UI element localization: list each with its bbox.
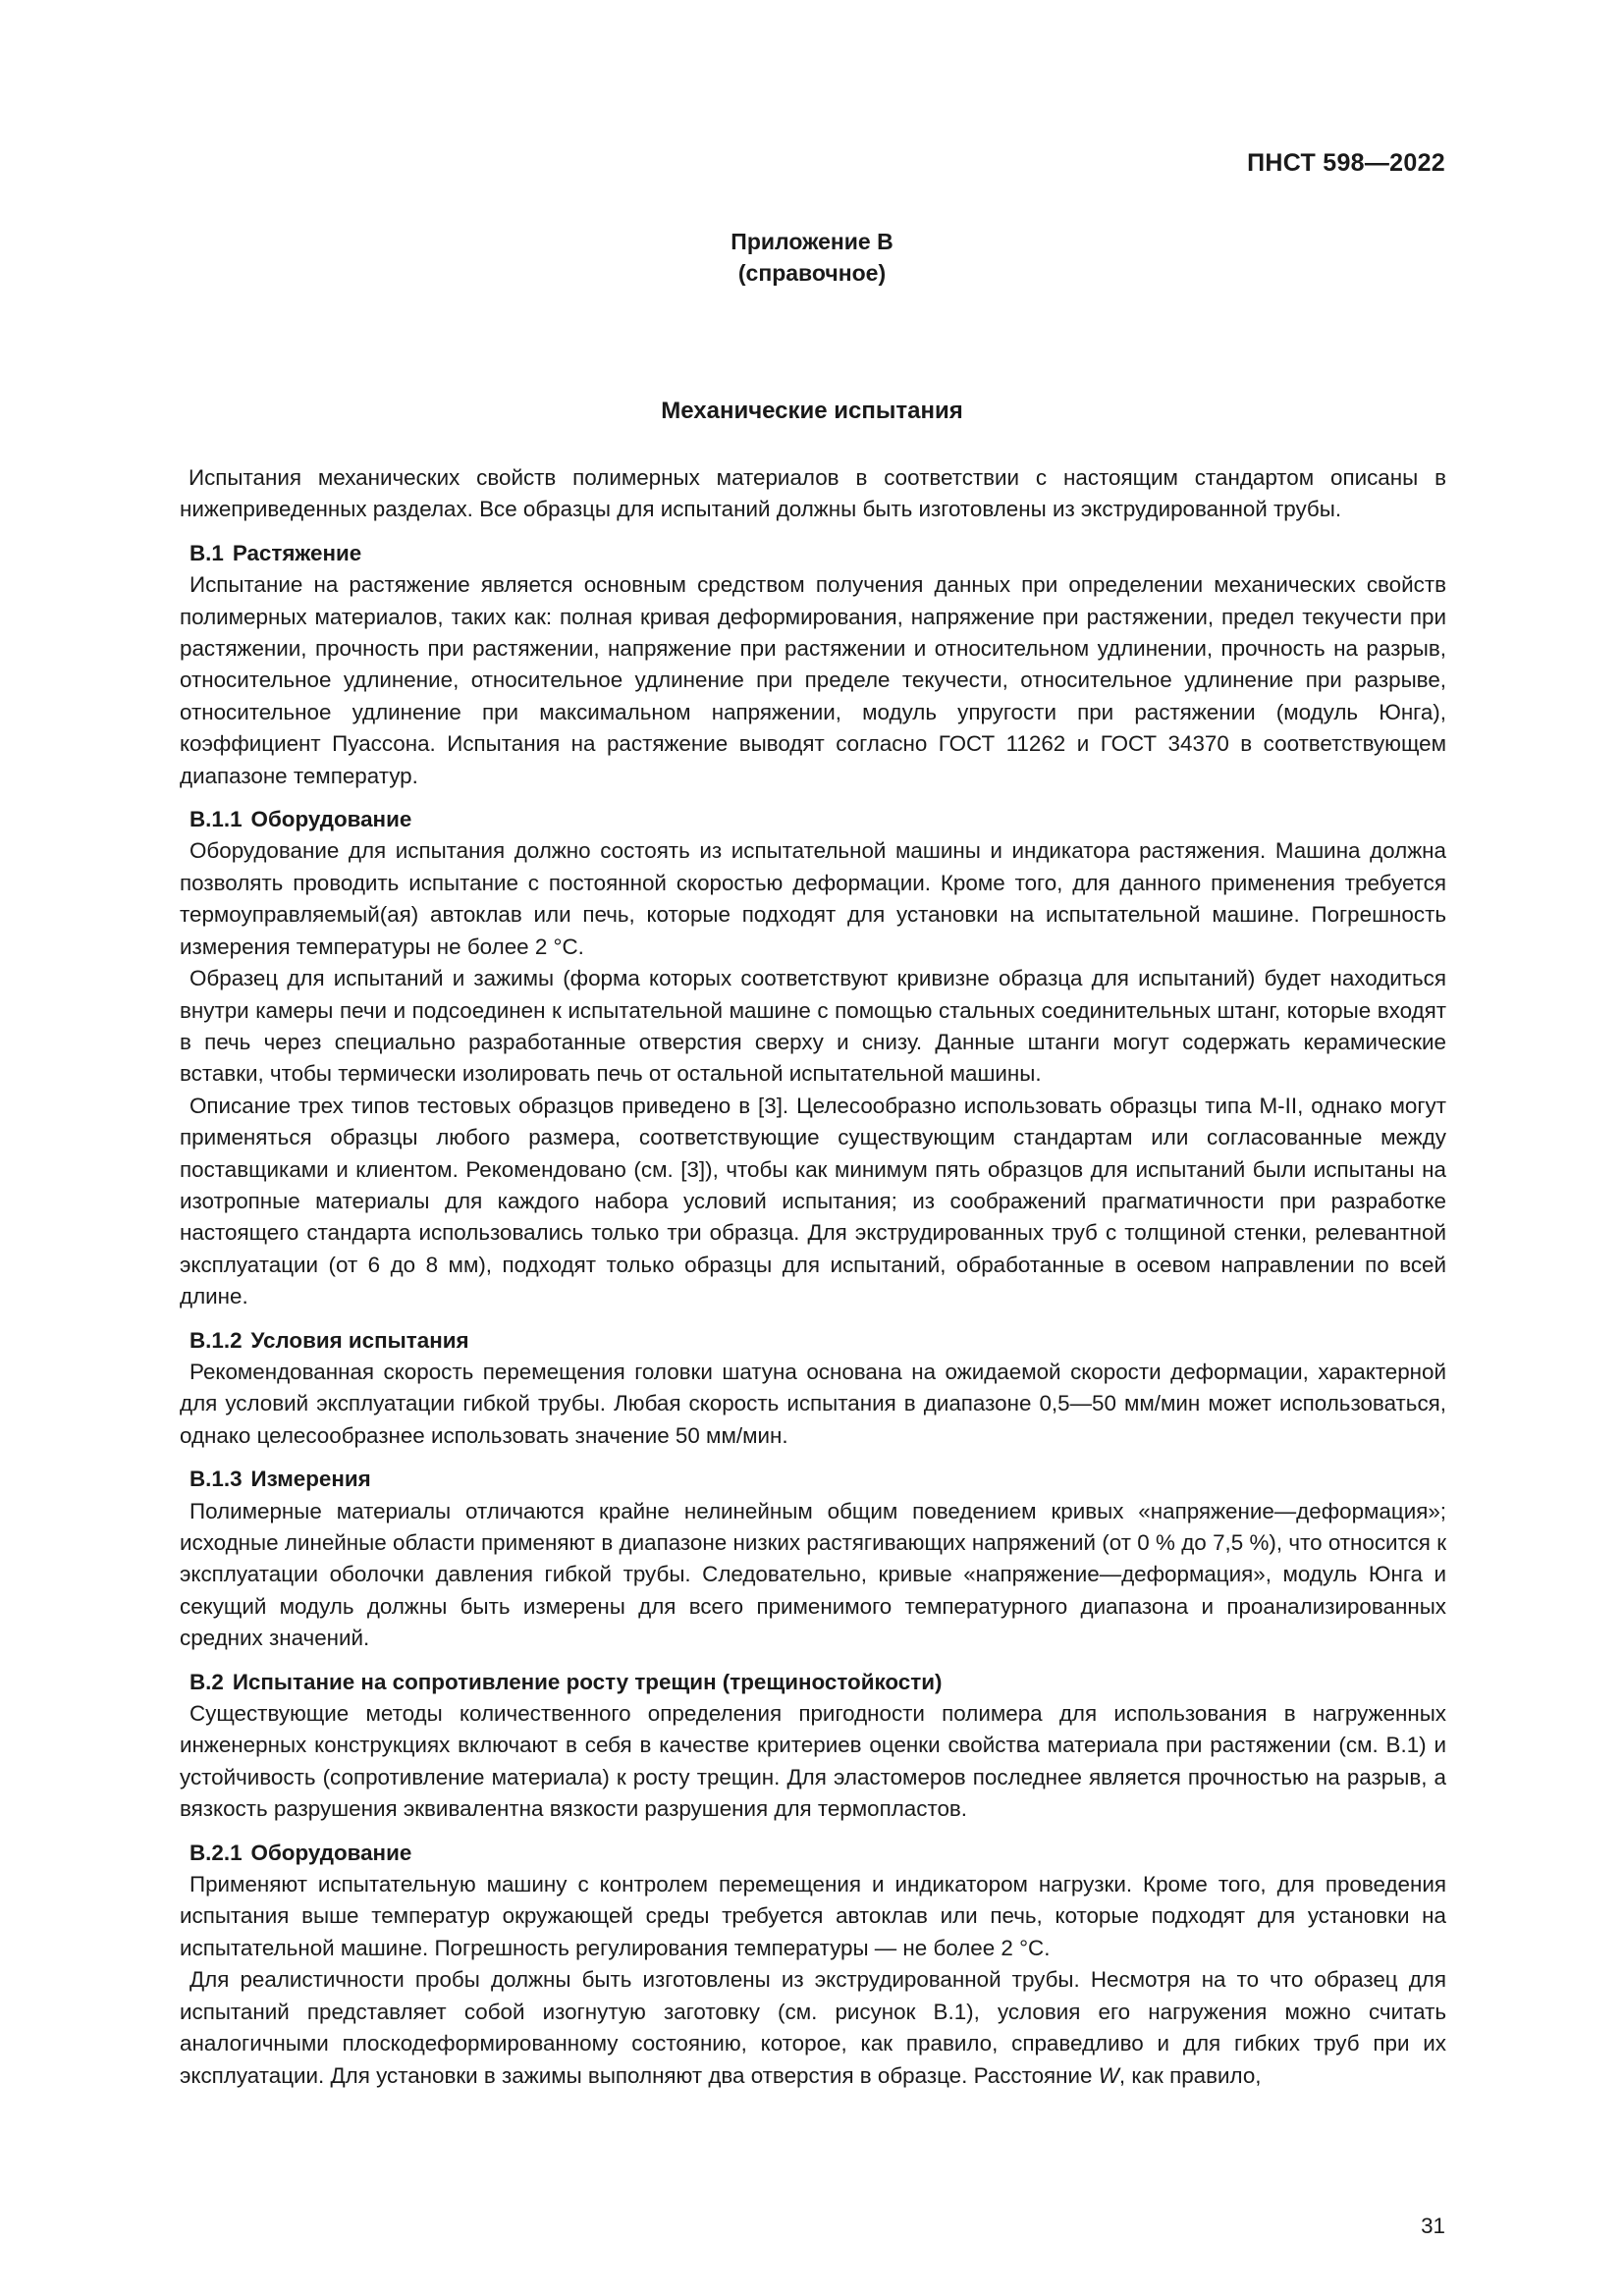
heading-b2-number: В.2 <box>189 1669 224 1694</box>
heading-b12 <box>180 1325 1446 1357</box>
variable-w: W <box>1098 2062 1119 2088</box>
appendix-heading <box>0 226 1624 289</box>
heading-b2-title: Испытание на сопротивление росту трещин (трещиностойкости) <box>232 1669 943 1694</box>
heading-b1 <box>180 538 1446 569</box>
b2-paragraph: Существующие методы количественного определения пригодности полимера для использования в нагруженных инженерных конструкциях включают в себя в качестве критериев оценки свойства материала при растяжении (см. В.1) и устойчивость (сопротивление материала) к росту трещин. Для эластомеров последнее является прочностью на разрыв, а вязкость разрушения эквивалентна вязкости разрушения для термопластов. <box>180 1701 1446 1822</box>
heading-b1-title: Растяжение <box>232 540 362 565</box>
heading-b13-number: В.1.3 <box>189 1467 243 1492</box>
heading-b11 <box>180 804 1446 835</box>
heading-b21-number: В.2.1 <box>189 1840 243 1865</box>
heading-b11-title: Оборудование <box>250 807 412 832</box>
page-number: 31 <box>1421 2214 1445 2238</box>
b21-paragraph-2-end: , как правило, <box>1118 2062 1262 2088</box>
b12-paragraph: Рекомендованная скорость перемещения головки шатуна основана на ожидаемой скорости деформации, характерной для условий эксплуатации гибкой трубы. Любая скорость испытания в диапазоне 0,5—50 мм/мин может использоваться, однако целесообразнее использовать значение 50 мм/мин. <box>180 1359 1446 1448</box>
appendix-title: Приложение В <box>731 229 893 254</box>
document-id: ПНСТ 598—2022 <box>1247 149 1445 177</box>
b11-paragraph-2: Образец для испытаний и зажимы (форма которых соответствуют кривизне образца для испытаний) будет находиться внутри камеры печи и подсоединен к испытательной машине с помощью стальных соединительных штанг, которые входят в печь через специально разработанные отверстия сверху и снизу. Данные штанги могут содержать керамические вставки, чтобы термически изолировать печь от остальной испытательной машины. <box>180 966 1446 1087</box>
b1-paragraph: Испытание на растяжение является основным средством получения данных при определении механических свойств полимерных материалов, таких как: полная кривая деформирования, напряжение при растяжении, предел текучести при растяжении, прочность при растяжении, напряжение при растяжении и относительном удлинении, прочность на разрыв, относительное удлинение, относительное удлинение при пределе текучести, относительное удлинение при разрыве, относительное удлинение при максимальном напряжении, модуль упругости при растяжении (модуль Юнга), коэффициент Пуассона. Испытания на растяжение выводят согласно ГОСТ 11262 и ГОСТ 34370 в соответствующем диапазоне температур. <box>180 572 1446 788</box>
heading-b1-number: В.1 <box>189 540 224 565</box>
b11-paragraph-3: Описание трех типов тестовых образцов приведено в [3]. Целесообразно использовать образцы типа М-II, однако могут применяться образцы любого размера, соответствующие существующим стандартам или согласованные между поставщиками и клиентом. Рекомендовано (см. [3]), чтобы как минимум пять образцов для испытаний были испытаны на изотропные материалы для каждого набора условий испытания; из соображений прагматичности при разработке настоящего стандарта использовались только три образца. Для экструдированных труб с толщиной стенки, релевантной эксплуатации (от 6 до 8 мм), подходят только образцы для испытаний, обработанные в осевом направлении по всей длине. <box>180 1093 1446 1309</box>
intro-text: Испытания механических свойств полимерных материалов в соответствии с настоящим стандартом описаны в нижеприведенных разделах. Все образцы для испытаний должны быть изготовлены из экструдированной трубы. <box>180 465 1446 522</box>
heading-b2 <box>180 1667 1446 1698</box>
heading-b21 <box>180 1838 1446 1869</box>
b21-paragraph-2-start: Для реалистичности пробы должны быть изготовлены из экструдированной трубы. Несмотря на то что образец для испытаний представляет собой изогнутую заготовку (см. рисунок В.1), условия его нагружения можно считать аналогичными плоскодеформированному состоянию, которое, как правило, справедливо и для гибких труб при их эксплуатации. Для установки в зажимы выполняют два отверстия в образце. Расстояние <box>180 1967 1446 2088</box>
document-body <box>180 462 1446 2092</box>
heading-b12-number: В.1.2 <box>189 1327 243 1353</box>
b11-paragraph-1: Оборудование для испытания должно состоять из испытательной машины и индикатора растяжения. Машина должна позволять проводить испытание с постоянной скоростью деформации. Кроме того, для данного применения требуется термоуправляемый(ая) автоклав или печь, которые подходят для установки на испытательной машине. Погрешность измерения температуры не более 2 °С. <box>180 838 1446 959</box>
b21-paragraph-2 <box>180 1964 1446 2092</box>
heading-b11-number: В.1.1 <box>189 807 243 832</box>
intro-paragraph <box>180 462 1446 526</box>
heading-b13 <box>180 1464 1446 1495</box>
b21-paragraph-1: Применяют испытательную машину с контролем перемещения и индикатором нагрузки. Кроме того, для проведения испытания выше температур окружающей среды требуется автоклав или печь, которые подходят для установки на испытательной машине. Погрешность регулирования температуры — не более 2 °С. <box>180 1872 1446 1960</box>
heading-b21-title: Оборудование <box>250 1840 412 1865</box>
appendix-type: (справочное) <box>737 260 887 286</box>
b13-paragraph: Полимерные материалы отличаются крайне нелинейным общим поведением кривых «напряжение—деформация»; исходные линейные области применяют в диапазоне низких растягивающих напряжений (от 0 % до 7,5 %), что относится к эксплуатации оболочки давления гибкой трубы. Следовательно, кривые «напряжение—деформация», модуль Юнга и секущий модуль должны быть измерены для всего применимого температурного диапазона и проанализированных средних значений. <box>180 1498 1446 1651</box>
section-title: Механические испытания <box>661 398 963 424</box>
heading-b12-title: Условия испытания <box>250 1327 469 1353</box>
heading-b13-title: Измерения <box>250 1467 371 1492</box>
